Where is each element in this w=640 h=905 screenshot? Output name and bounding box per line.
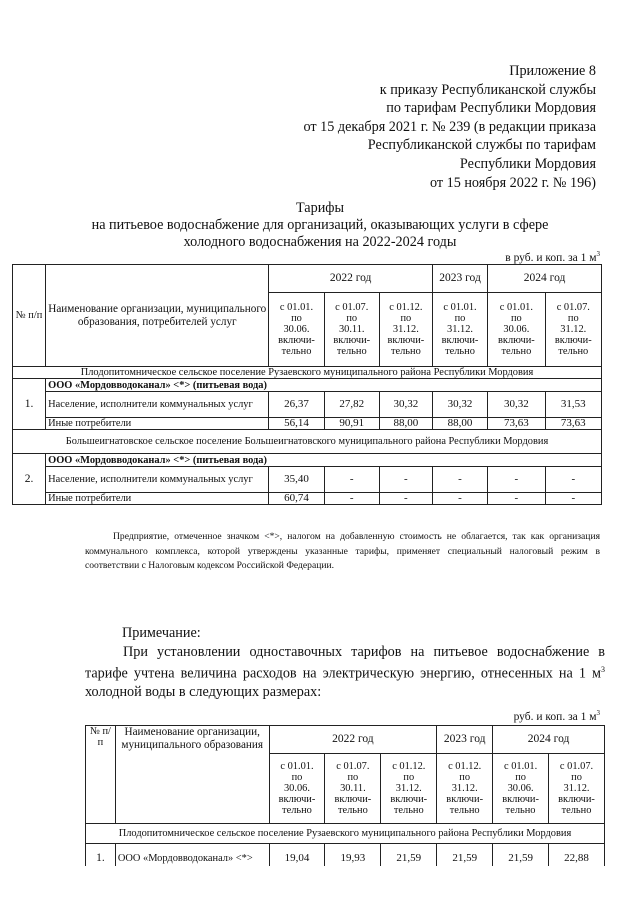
tariff-value: 88,00 [379, 418, 432, 430]
header-2024: 2024 год [493, 726, 605, 754]
appendix-line: Республиканской службы по тарифам [367, 137, 596, 154]
table-row [13, 493, 602, 505]
appendix-line: по тарифам Республики Мордовия [386, 100, 596, 117]
period-cell: с 01.01. по 30.06. включи- тельно [269, 293, 324, 367]
row-num: 1. [13, 379, 46, 430]
cost-value: 19,93 [325, 852, 381, 866]
organization-name: ООО «Мордовводоканал» <*> (питьевая вода) [46, 379, 602, 392]
tariff-value: 73,63 [545, 418, 601, 430]
tariff-value: 60,74 [269, 493, 324, 505]
organization-name: ООО «Мордовводоканал» <*> (питьевая вода) [46, 454, 602, 467]
appendix-header [304, 62, 596, 192]
header-name: Наименование организации, муниципального образования [115, 726, 269, 824]
period-cell: с 01.01. по 31.12. включи- тельно [432, 293, 487, 367]
tariff-value: - [432, 467, 487, 493]
tariff-value: 31,53 [545, 392, 601, 418]
tariff-value: 30,32 [379, 392, 432, 418]
table-row [86, 852, 605, 866]
tariff-value: 73,63 [488, 418, 545, 430]
consumer-label: Иные потребители [46, 493, 269, 505]
section-title: Большеигнатовское сельское поселение Большеигнатовского муниципального района Республики Мордовия [13, 430, 602, 454]
section-title: Плодопитомническое сельское поселение Рузаевского муниципального района Республики Мордовия [86, 824, 605, 844]
tariff-value: 90,91 [324, 418, 379, 430]
header-2023: 2023 год [432, 265, 487, 293]
unit-label-2: руб. и коп. за 1 $м^3$ [513, 709, 600, 723]
period-cell: с 01.01. по 30.06. включи- тельно [488, 293, 545, 367]
header-2022: 2022 год [269, 726, 437, 754]
cost-value: 22,88 [549, 852, 605, 866]
appendix-line: от 15 декабря 2021 г. № 239 (в редакции приказа [303, 118, 596, 135]
cost-value: 21,59 [493, 852, 549, 866]
period-cell: с 01.12. по 31.12. включи- тельно [437, 754, 493, 824]
tariff-value: - [379, 493, 432, 505]
document-title [0, 200, 640, 251]
table-row [13, 467, 602, 493]
tariff-value: 88,00 [432, 418, 487, 430]
electricity-cost-table [85, 725, 605, 866]
consumer-label: Иные потребители [46, 418, 269, 430]
tariff-value: - [488, 467, 545, 493]
header-name: Наименование организации, муниципального образования, потребителей услуг [46, 265, 269, 367]
row-num: 2. [13, 454, 46, 505]
consumer-label: Население, исполнители коммунальных услуг [46, 467, 269, 493]
period-cell: с 01.01. по 30.06. включи- тельно [269, 754, 325, 824]
period-cell: с 01.12. по 31.12. включи- тельно [379, 293, 432, 367]
note-heading: Примечание: [122, 625, 201, 641]
appendix-line: к приказу Республиканской службы [379, 81, 596, 98]
tariff-value: 35,40 [269, 467, 324, 493]
title-line-1: Тарифы [295, 200, 345, 216]
header-num: № п/п [86, 726, 116, 824]
section-title: Плодопитомническое сельское поселение Рузаевского муниципального района Республики Мордовия [13, 367, 602, 379]
vat-footnote: Предприятие, отмеченное значком <*>, налогом на добавленную стоимость не облагается, так как организация коммунального комплекса, которой утверждены указанные тарифы, применяет специальный налоговый режим в соответствии с Налоговым кодексом Российской Федерации. [85, 531, 600, 571]
appendix-line: от 15 ноября 2022 г. № 196) [429, 174, 596, 191]
period-cell: с 01.07. по 30.11. включи- тельно [324, 293, 379, 367]
period-cell: с 01.01. по 30.06. включи- тельно [493, 754, 549, 824]
title-line-3: холодного водоснабжения на 2022-2024 годы [183, 234, 457, 250]
tariff-value: 27,82 [324, 392, 379, 418]
tariff-value: - [545, 493, 601, 505]
tariff-value: 30,32 [488, 392, 545, 418]
header-2024: 2024 год [488, 265, 602, 293]
header-2023: 2023 год [437, 726, 493, 754]
table-row [13, 392, 602, 418]
tariff-value: 56,14 [269, 418, 324, 430]
tariff-value: 30,32 [432, 392, 487, 418]
header-2022: 2022 год [269, 265, 433, 293]
tariff-value: - [324, 467, 379, 493]
note-text: При установлении одноставочных тарифов на питьевое водоснабжение в тарифе учтена величина расходов на электрическую энергию, отнесенных на 1 $м^3$ холодной воды в следующих размерах: [85, 644, 605, 700]
header-num: № п/п [13, 265, 46, 367]
period-cell: с 01.07. по 30.11. включи- тельно [325, 754, 381, 824]
appendix-line: Республики Мордовия [459, 155, 596, 172]
tariff-value: 26,37 [269, 392, 324, 418]
tariff-value: - [488, 493, 545, 505]
row-num: 1. [86, 852, 116, 866]
tariff-table [12, 264, 602, 505]
tariff-value: - [379, 467, 432, 493]
cost-value: 21,59 [437, 852, 493, 866]
consumer-label: Население, исполнители коммунальных услуг [46, 392, 269, 418]
cost-value: 21,59 [381, 852, 437, 866]
tariff-value: - [324, 493, 379, 505]
appendix-line: Приложение 8 [509, 63, 596, 79]
period-cell: с 01.12. по 31.12. включи- тельно [381, 754, 437, 824]
title-line-2: на питьевое водоснабжение для организаций, оказывающих услуги в сфере [91, 217, 549, 233]
tariff-value: - [432, 493, 487, 505]
unit-label-1: в руб. и коп. за 1 $м^3$ [505, 250, 600, 264]
period-cell: с 01.07. по 31.12. включи- тельно [545, 293, 601, 367]
table-row [13, 418, 602, 430]
organization-name: ООО «Мордовводоканал» <*> [115, 852, 269, 866]
cost-value: 19,04 [269, 852, 325, 866]
tariff-value: - [545, 467, 601, 493]
period-cell: с 01.07. по 31.12. включи- тельно [549, 754, 605, 824]
